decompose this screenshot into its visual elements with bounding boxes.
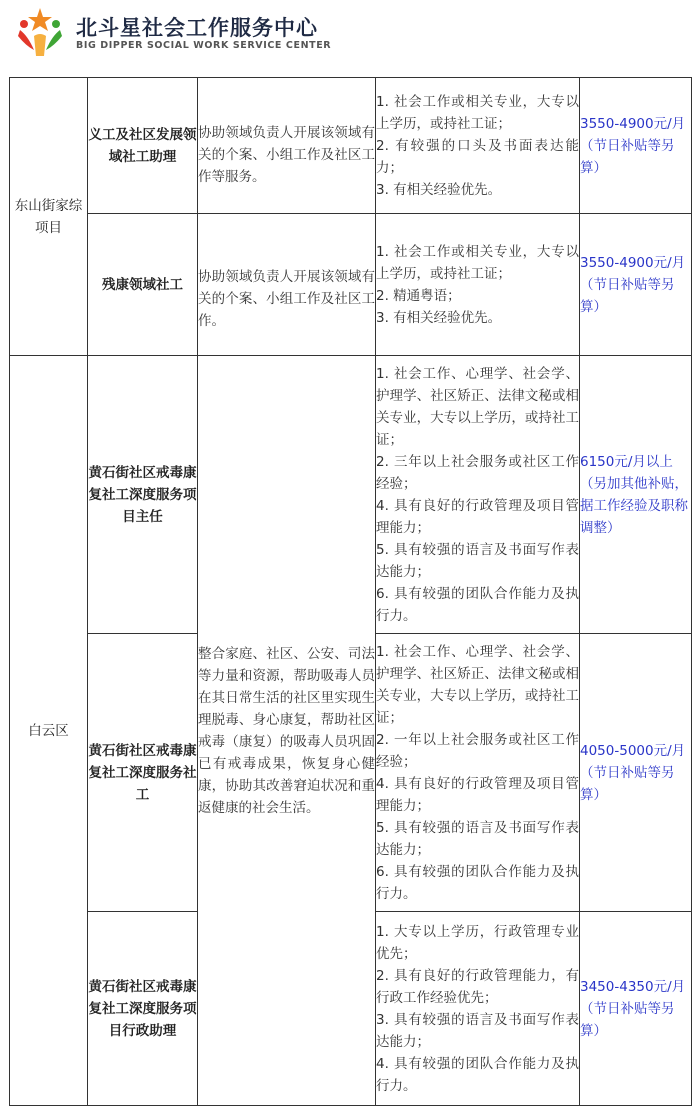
requirement-item: 1. 社会工作或相关专业，大专以上学历，或持社工证； xyxy=(376,93,579,132)
salary: 3550-4900元/月（节日补贴等另算） xyxy=(580,214,692,356)
project-name: 东山街家综项目 xyxy=(10,78,88,356)
job-table xyxy=(9,77,692,1106)
org-name-en: BIG DIPPER SOCIAL WORK SERVICE CENTER xyxy=(76,40,332,51)
job-requirements xyxy=(376,356,580,634)
requirement-item: 5. 具有较强的语言及书面写作表达能力； xyxy=(376,819,579,858)
requirement-item: 3. 有相关经验优先。 xyxy=(376,181,502,198)
position-title: 残康领域社工 xyxy=(88,214,198,356)
position-title: 黄石街社区戒毒康复社工深度服务项目主任 xyxy=(88,356,198,634)
requirement-item: 4. 具有良好的行政管理及项目管理能力； xyxy=(376,775,579,814)
position-title: 黄石街社区戒毒康复社工深度服务项目行政助理 xyxy=(88,912,198,1106)
job-requirements xyxy=(376,912,580,1106)
salary: 6150元/月以上（另加其他补贴，据工作经验及职称调整） xyxy=(580,356,692,634)
requirement-item: 6. 具有较强的团队合作能力及执行力。 xyxy=(376,863,579,902)
project-name: 白云区 xyxy=(10,356,88,1106)
job-duty: 协助领域负责人开展该领域有关的个案、小组工作及社区工作等服务。 xyxy=(198,78,376,214)
position-title: 黄石街社区戒毒康复社工深度服务社工 xyxy=(88,634,198,912)
job-requirements xyxy=(376,214,580,356)
position-title: 义工及社区发展领域社工助理 xyxy=(88,78,198,214)
requirement-item: 3. 有相关经验优先。 xyxy=(376,309,502,326)
requirement-item: 6. 具有较强的团队合作能力及执行力。 xyxy=(376,585,579,624)
requirement-item: 2. 具有良好的行政管理能力，有行政工作经验优先； xyxy=(376,967,579,1006)
requirement-item: 2. 三年以上社会服务或社区工作经验； xyxy=(376,453,579,492)
requirement-item: 2. 精通粤语； xyxy=(376,287,461,304)
requirement-item: 1. 大专以上学历，行政管理专业优先； xyxy=(376,923,579,962)
table-row xyxy=(10,78,692,214)
job-duty: 协助领域负责人开展该领域有关的个案、小组工作及社区工作。 xyxy=(198,214,376,356)
requirement-item: 1. 社会工作、心理学、社会学、护理学、社区矫正、法律文秘或相关专业，大专以上学历，或持社工证； xyxy=(376,365,579,448)
page-header xyxy=(0,0,700,70)
shared-job-duty: 整合家庭、社区、公安、司法等力量和资源，帮助吸毒人员在其日常生活的社区里实现生理脱毒、身心康复，帮助社区戒毒（康复）的吸毒人员巩固已有戒毒成果，恢复身心健康，协助其改善窘迫状况和重返健康的社会生活。 xyxy=(198,356,376,1106)
requirement-item: 1. 社会工作或相关专业，大专以上学历，或持社工证； xyxy=(376,243,579,282)
requirement-item: 3. 具有较强的语言及书面写作表达能力； xyxy=(376,1011,579,1050)
salary: 3550-4900元/月（节日补贴等另算） xyxy=(580,78,692,214)
job-requirements xyxy=(376,634,580,912)
org-name-cn: 北斗星社会工作服务中心 xyxy=(76,16,318,40)
table-row xyxy=(10,356,692,634)
requirement-item: 4. 具有良好的行政管理及项目管理能力； xyxy=(376,497,579,536)
requirement-item: 1. 社会工作、心理学、社会学、护理学、社区矫正、法律文秘或相关专业，大专以上学历，或持社工证； xyxy=(376,643,579,726)
job-requirements xyxy=(376,78,580,214)
table-row xyxy=(10,214,692,356)
requirement-item: 2. 一年以上社会服务或社区工作经验； xyxy=(376,731,579,770)
star-people-logo-icon xyxy=(14,6,66,58)
salary: 4050-5000元/月（节日补贴等另算） xyxy=(580,634,692,912)
requirement-item: 5. 具有较强的语言及书面写作表达能力； xyxy=(376,541,579,580)
salary: 3450-4350元/月（节日补贴等另算） xyxy=(580,912,692,1106)
requirement-item: 4. 具有较强的团队合作能力及执行力。 xyxy=(376,1055,579,1094)
requirement-item: 2. 有较强的口头及书面表达能力； xyxy=(376,137,579,176)
